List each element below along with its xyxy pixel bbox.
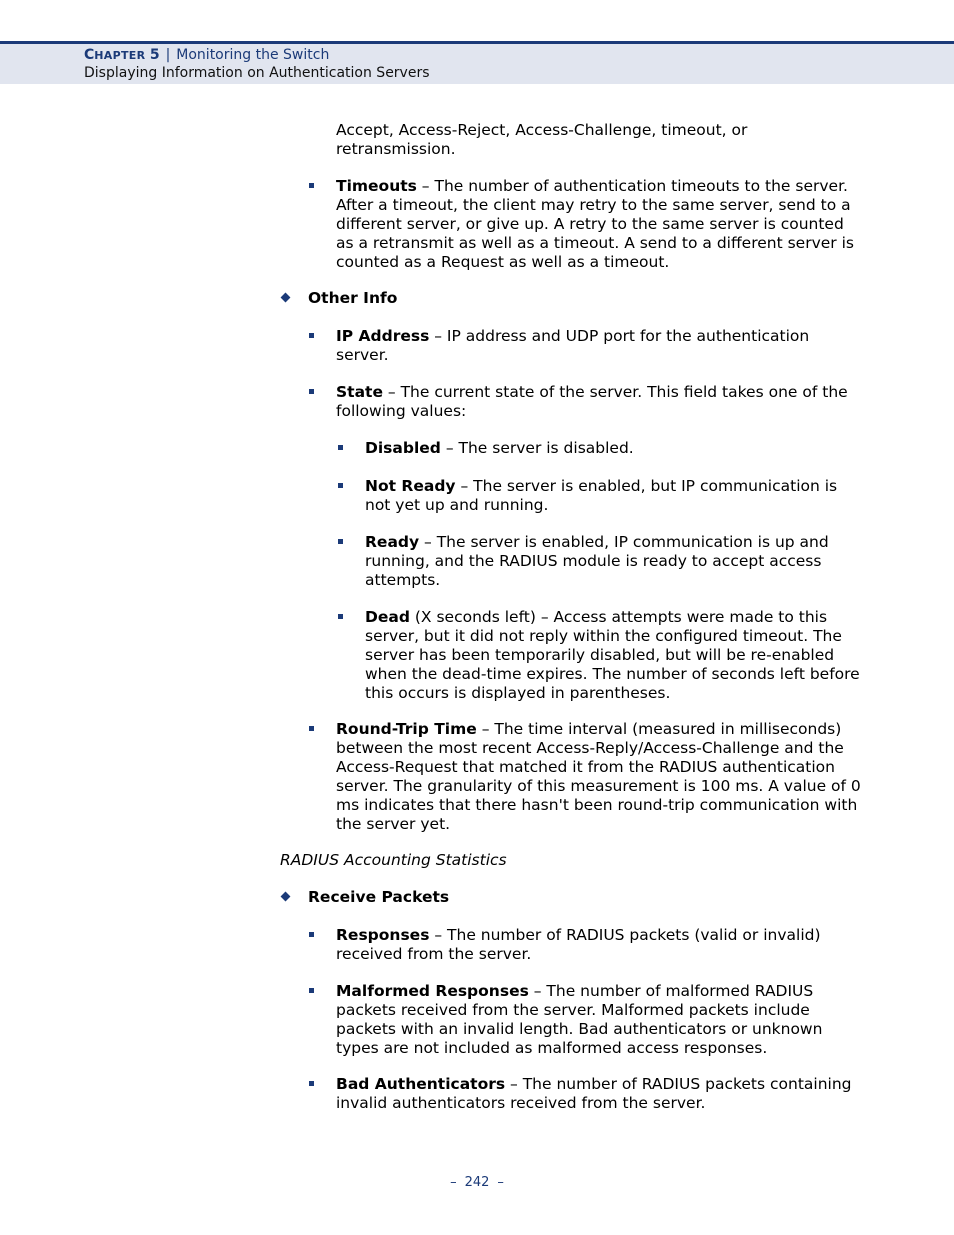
list-item-ready <box>365 533 867 590</box>
description: – IP address and UDP port for the authentication server. <box>336 327 810 364</box>
list-item-ip-address <box>336 327 866 365</box>
description: – The number of authentication timeouts to the server. After a timeout, the client may retry to the same server, send to a different server, or give up. A retry to the same server is counted as a retransmit as well as a timeout. A send to a different server is counted as a Request as well as a timeout. <box>336 177 854 271</box>
description: – The server is disabled. <box>440 439 634 457</box>
subheading-accounting-statistics: RADIUS Accounting Statistics <box>280 851 507 869</box>
term: Ready <box>365 533 420 551</box>
list-item-disabled <box>365 439 867 458</box>
term: IP Address <box>336 327 430 345</box>
term: State <box>336 383 383 401</box>
square-bullet-icon <box>338 614 343 619</box>
chapter-line <box>84 47 329 64</box>
description: – The server is enabled, IP communication is up and running, and the RADIUS module is ready to accept access attempts. <box>365 533 829 589</box>
term: Bad Authenticators <box>336 1075 506 1093</box>
description: – The current state of the server. This field takes one of the following values: <box>336 383 848 420</box>
list-item-timeouts <box>336 177 866 272</box>
description: – The number of RADIUS packets (valid or invalid) received from the server. <box>336 926 821 963</box>
list-item-responses <box>336 926 866 964</box>
square-bullet-icon <box>338 445 343 450</box>
square-bullet-icon <box>338 483 343 488</box>
chapter-word: HAPTER <box>94 49 146 62</box>
list-item-malformed-responses <box>336 982 866 1058</box>
square-bullet-icon <box>309 389 314 394</box>
term: Malformed Responses <box>336 982 529 1000</box>
chapter-initial: C <box>84 47 95 63</box>
square-bullet-icon <box>309 988 314 993</box>
list-item-bad-authenticators <box>336 1075 866 1113</box>
section-title: Displaying Information on Authentication Servers <box>84 65 430 81</box>
description: – The time interval (measured in milliseconds) between the most recent Access-Reply/Access-Challenge and the Access-Request that matched it from the RADIUS authentication server. The granularity of this measurement is 100 ms. A value of 0 ms indicates that there hasn't been round-trip communication with the server yet. <box>336 720 861 833</box>
list-item-dead <box>365 608 867 703</box>
term: Not Ready <box>365 477 456 495</box>
continued-text: Accept, Access-Reject, Access-Challenge, timeout, or retransmission. <box>336 121 748 158</box>
heading-receive-packets: Receive Packets <box>308 888 450 906</box>
footer-dash: – <box>450 1175 457 1190</box>
square-bullet-icon <box>309 726 314 731</box>
term: Disabled <box>365 439 441 457</box>
term: Responses <box>336 926 430 944</box>
description: – The server is enabled, but IP communication is not yet up and running. <box>365 477 838 514</box>
chapter-title: Monitoring the Switch <box>176 47 330 63</box>
term: Timeouts <box>336 177 417 195</box>
term: Round-Trip Time <box>336 720 477 738</box>
term: Dead <box>365 608 410 626</box>
page-footer <box>0 1173 954 1192</box>
diamond-bullet-icon <box>281 892 291 902</box>
description: – The number of malformed RADIUS packets received from the server. Malformed packets include packets with an invalid length. Bad authenticators or unknown types are not included as malformed access responses. <box>336 982 823 1057</box>
square-bullet-icon <box>309 183 314 188</box>
square-bullet-icon <box>309 932 314 937</box>
list-item-not-ready <box>365 477 867 515</box>
page-header <box>0 41 954 84</box>
list-item-state <box>336 383 866 421</box>
square-bullet-icon <box>309 1081 314 1086</box>
header-separator: | <box>165 47 171 63</box>
description: – The number of RADIUS packets containing invalid authenticators received from the server. <box>336 1075 852 1112</box>
heading-other-info: Other Info <box>308 289 398 307</box>
footer-dash: – <box>497 1175 504 1190</box>
square-bullet-icon <box>309 333 314 338</box>
diamond-bullet-icon <box>281 293 291 303</box>
square-bullet-icon <box>338 539 343 544</box>
description: (X seconds left) – Access attempts were made to this server, but it did not reply within the configured timeout. The server has been temporarily disabled, but will be re-enabled when the dead-time expires. The number of seconds left before this occurs is displayed in parentheses. <box>365 608 860 702</box>
list-item-round-trip-time <box>336 720 866 834</box>
page-number: 242 <box>464 1175 490 1190</box>
chapter-number: 5 <box>149 47 160 63</box>
